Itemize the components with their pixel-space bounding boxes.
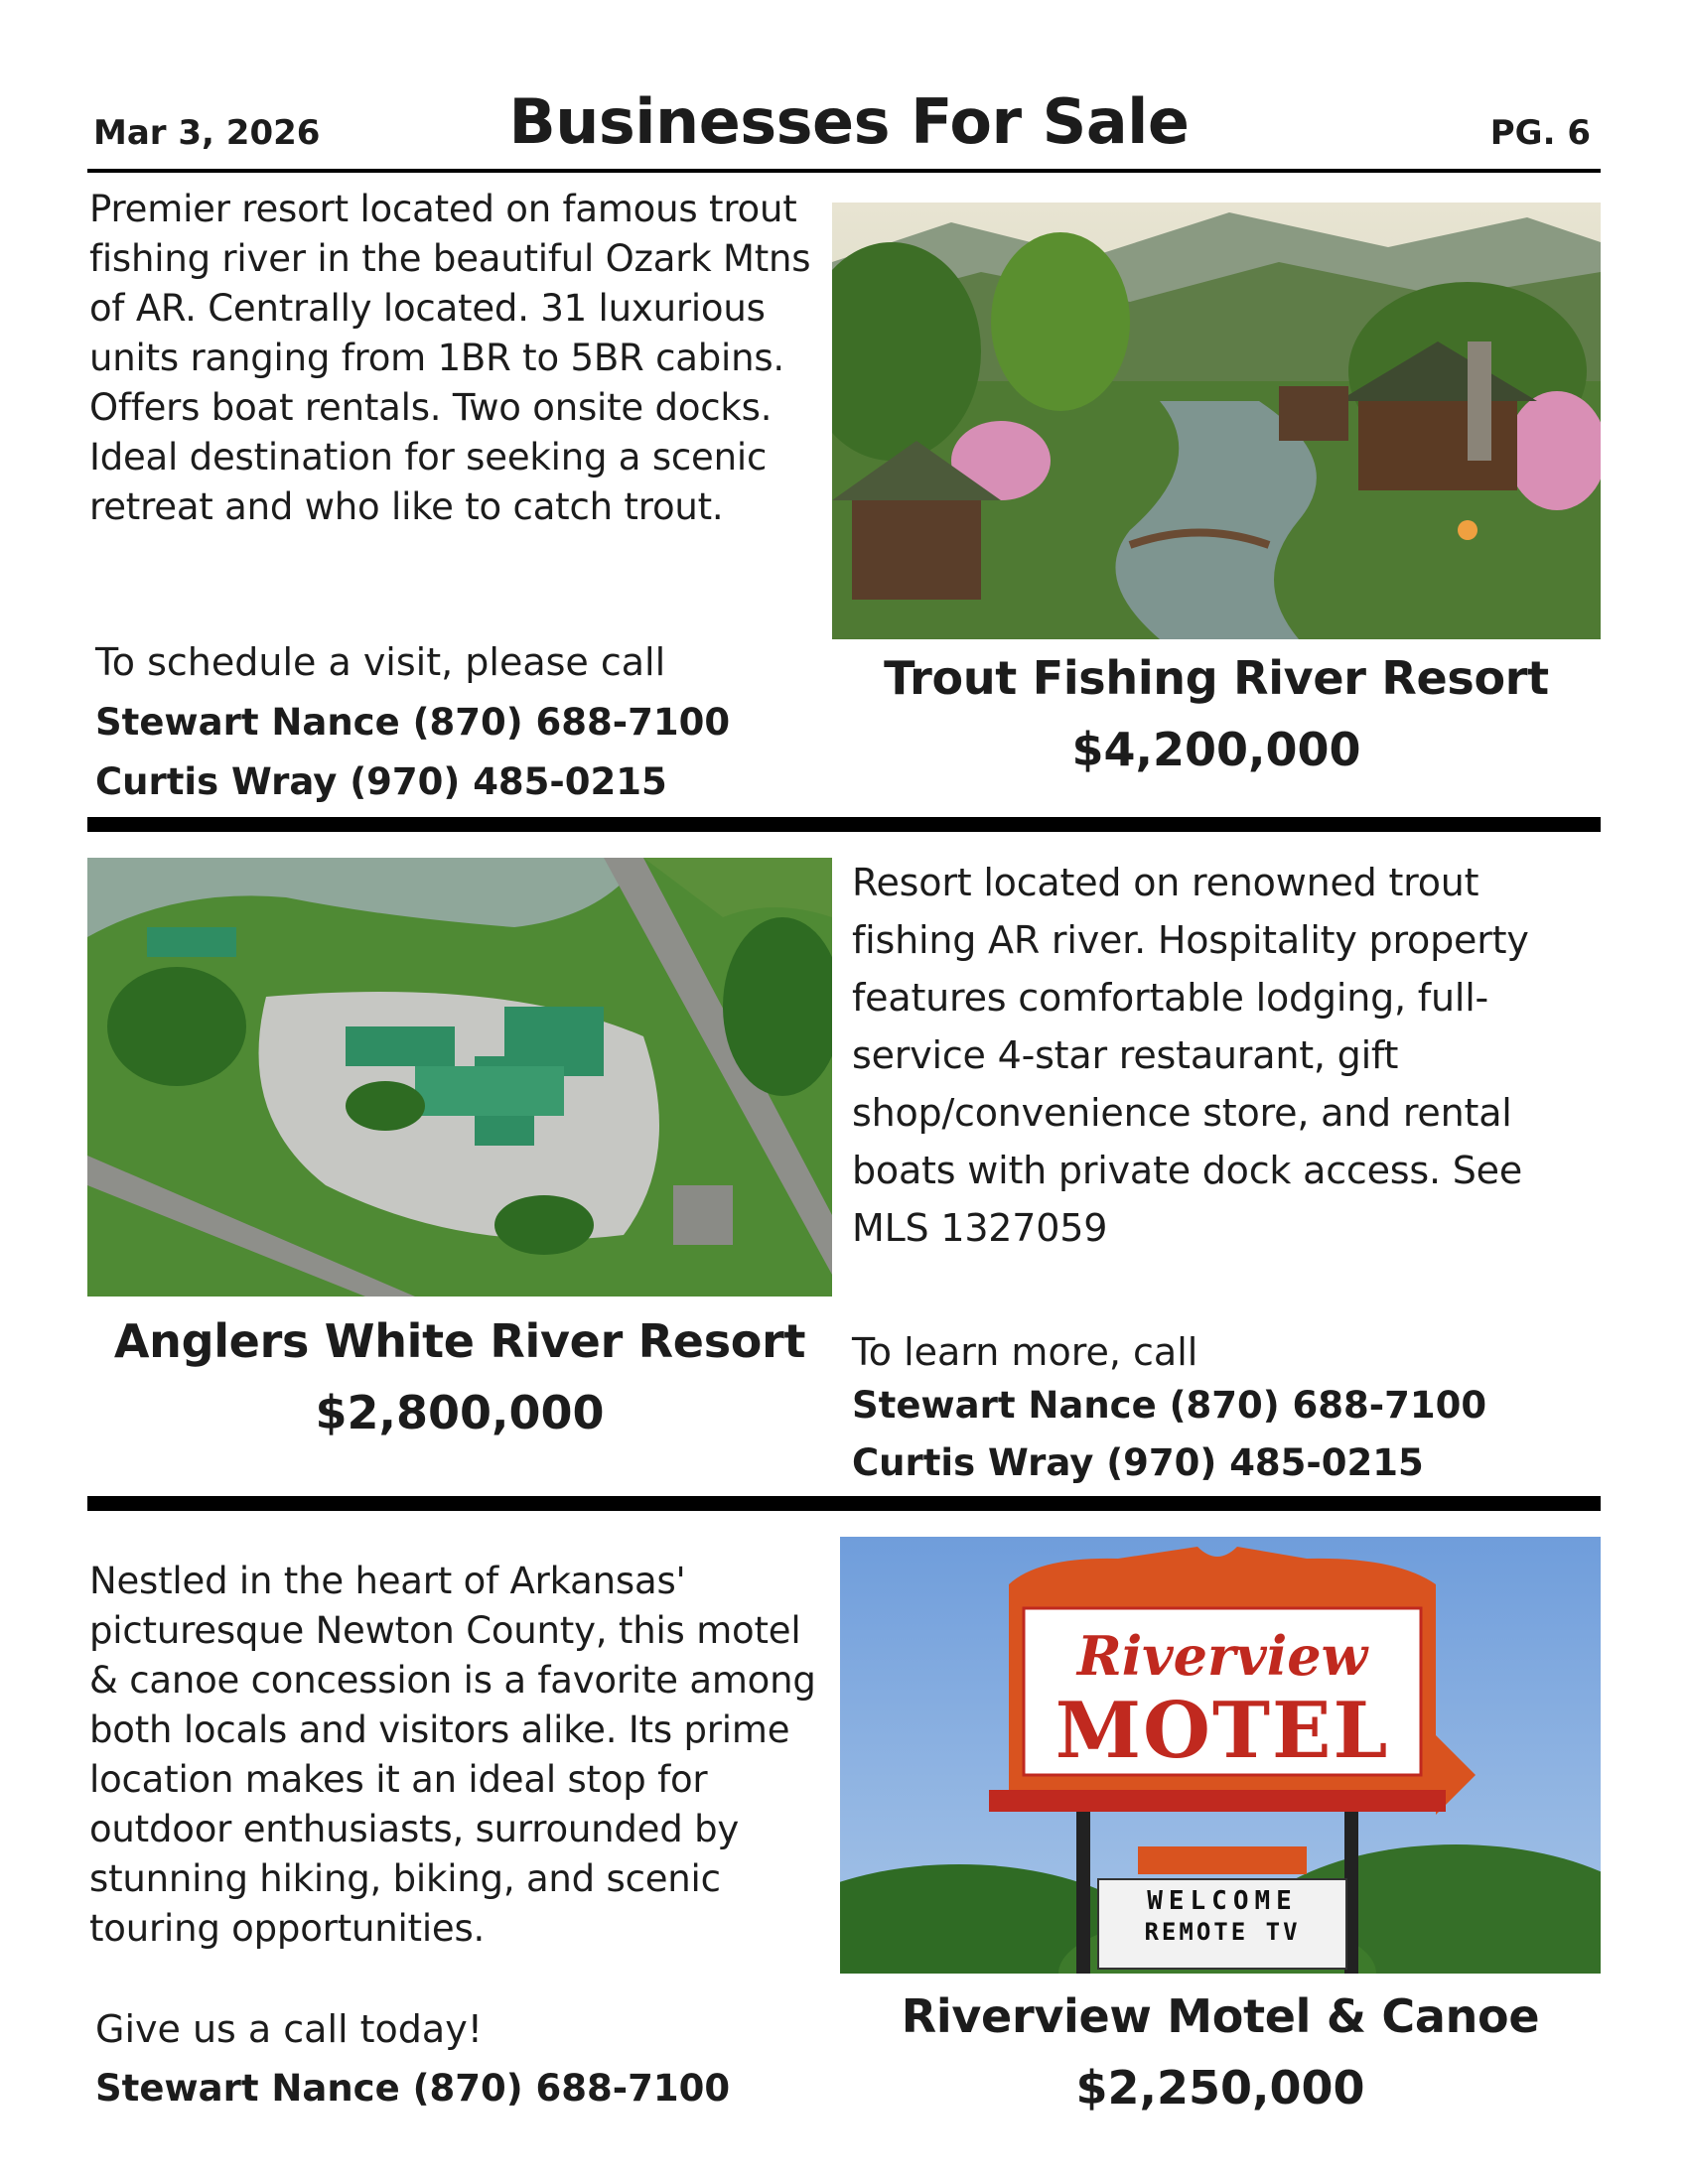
listing-2-contact-2[interactable]: Curtis Wray (970) 485-0215 <box>852 1441 1424 1484</box>
listing-2-cta: To learn more, call <box>852 1330 1198 1374</box>
marquee-line-2: REMOTE TV <box>1144 1918 1301 1946</box>
listing-1-price: $4,200,000 <box>1071 723 1361 776</box>
listing-3-cta: Give us a call today! <box>95 2007 483 2051</box>
marquee-line-1: WELCOME <box>1147 1886 1298 1916</box>
listing-1-contact-1[interactable]: Stewart Nance (870) 688-7100 <box>95 701 731 744</box>
riverview-motel-sign-photo <box>840 1537 1601 1974</box>
header-divider <box>87 169 1601 173</box>
trout-resort-photo <box>832 203 1601 639</box>
listing-1-cta: To schedule a visit, please call <box>95 640 666 684</box>
sign-script-text: Riverview <box>1076 1624 1368 1688</box>
listing-1-name: Trout Fishing River Resort <box>884 651 1549 705</box>
listing-3-price: $2,250,000 <box>1075 2061 1365 2115</box>
page-number: PG. 6 <box>1489 113 1591 153</box>
sign-main-text: MOTEL <box>1055 1686 1390 1776</box>
listing-2-price: $2,800,000 <box>315 1386 605 1439</box>
page-title: Businesses For Sale <box>508 85 1190 158</box>
listing-2-description: Resort located on renowned trout fishing AR river. Hospitality property features comfortable lodging, full-service 4-star restaurant, gift shop/convenience store, and rental boats with private dock access. See MLS 1327059 <box>852 861 1529 1250</box>
listing-1-contact-2[interactable]: Curtis Wray (970) 485-0215 <box>95 760 667 803</box>
section-divider-1 <box>87 817 1601 832</box>
issue-date: Mar 3, 2026 <box>93 113 321 153</box>
listing-3-contact-1[interactable]: Stewart Nance (870) 688-7100 <box>95 2067 731 2110</box>
listing-3-description: Nestled in the heart of Arkansas' picturesque Newton County, this motel & canoe concession is a favorite among both locals and visitors alike. Its prime location makes it an ideal stop for outdoor enthusiasts, surrounded by stunning hiking, biking, and scenic touring opportunities. <box>89 1560 816 1950</box>
anglers-resort-aerial-photo <box>87 858 832 1297</box>
section-divider-2 <box>87 1496 1601 1511</box>
listing-1-description: Premier resort located on famous trout fishing river in the beautiful Ozark Mtns of AR. Centrally located. 31 luxurious units ranging from 1BR to 5BR cabins. Offers boat rentals. Two onsite docks. Ideal destination for seeking a scenic retreat and who like to catch trout. <box>89 188 811 528</box>
listing-3-name: Riverview Motel & Canoe <box>901 1989 1540 2043</box>
listing-2-contact-1[interactable]: Stewart Nance (870) 688-7100 <box>852 1384 1487 1427</box>
listing-2-name: Anglers White River Resort <box>113 1314 806 1368</box>
